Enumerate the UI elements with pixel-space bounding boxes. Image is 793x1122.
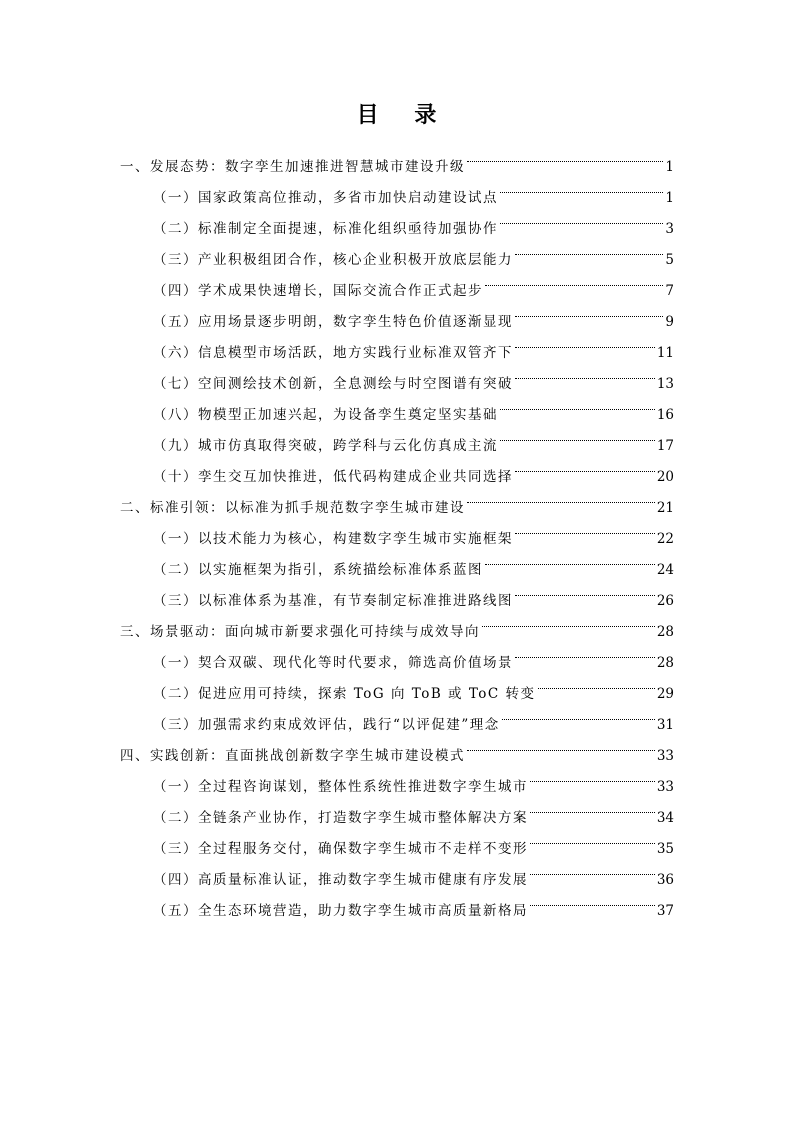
toc-page-number: 1 xyxy=(665,190,674,206)
toc-dot-leader xyxy=(500,388,655,419)
toc-entry-text: （六）信息模型市场活跃，地方实践行业标准双管齐下 xyxy=(153,345,513,361)
toc-page-number: 34 xyxy=(656,810,674,826)
toc-entry-text: （二）标准制定全面提速，标准化组织亟待加强协作 xyxy=(153,221,498,237)
toc-chapter-entry[interactable] xyxy=(120,140,674,175)
toc-dot-leader xyxy=(500,171,663,202)
toc-page-number: 35 xyxy=(656,841,674,857)
toc-dot-leader xyxy=(530,760,655,791)
toc-entry-text: （三）产业积极组团合作，核心企业积极开放底层能力 xyxy=(153,252,513,268)
toc-dot-leader xyxy=(485,543,655,574)
toc-entry-text: （五）应用场景逐步明朗，数字孪生特色价值逐渐显现 xyxy=(153,314,513,330)
toc-dot-leader xyxy=(515,512,655,543)
toc-dot-leader xyxy=(485,264,663,295)
toc-entry-text: （八）物模型正加速兴起，为设备孪生奠定坚实基础 xyxy=(153,407,498,423)
toc-dot-leader xyxy=(515,636,655,667)
toc-dot-leader xyxy=(482,605,655,636)
toc-page-number: 1 xyxy=(665,159,674,175)
toc-entry-text: 一、发展态势：数字孪生加速推进智慧城市建设升级 xyxy=(120,159,465,175)
toc-dot-leader xyxy=(500,202,663,233)
toc-dot-leader xyxy=(515,326,655,357)
toc-dot-leader xyxy=(500,419,655,450)
toc-page-number: 26 xyxy=(656,593,674,609)
toc-entry-text: （三）以标准体系为基准，有节奏制定标准推进路线图 xyxy=(153,593,513,609)
toc-dot-leader xyxy=(467,481,655,512)
toc-page-number: 5 xyxy=(665,252,674,268)
toc-page-number: 9 xyxy=(665,314,674,330)
toc-entry-text: （二）促进应用可持续，探索 ToG 向 ToB 或 ToC 转变 xyxy=(153,686,536,702)
toc-page-number: 36 xyxy=(656,872,674,888)
toc-entry-text: （二）全链条产业协作，打造数字孪生城市整体解决方案 xyxy=(153,810,528,826)
toc-page-number: 24 xyxy=(656,562,674,578)
toc-page-number: 22 xyxy=(656,531,674,547)
toc-dot-leader xyxy=(530,822,655,853)
toc-entry-text: （一）全过程咨询谋划，整体性系统性推进数字孪生城市 xyxy=(153,779,528,795)
toc-entry-text: （四）学术成果快速增长，国际交流合作正式起步 xyxy=(153,283,483,299)
toc-title: 目 录 xyxy=(356,103,451,128)
toc-entry-text: （一）国家政策高位推动，多省市加快启动建设试点 xyxy=(153,190,498,206)
toc-entry-text: （一）以技术能力为核心，构建数字孪生城市实施框架 xyxy=(153,531,513,547)
toc-dot-leader xyxy=(530,884,655,915)
toc-page-number: 17 xyxy=(656,438,674,454)
toc-dot-leader xyxy=(538,667,655,698)
toc-dot-leader xyxy=(467,729,655,760)
toc-entry-text: （四）高质量标准认证，推动数字孪生城市健康有序发展 xyxy=(153,872,528,888)
toc-entry-text: 二、标准引领：以标准为抓手规范数字孪生城市建设 xyxy=(120,500,465,516)
toc-page-number: 29 xyxy=(656,686,674,702)
toc-dot-leader xyxy=(515,574,655,605)
toc-dot-leader xyxy=(530,853,655,884)
toc-dot-leader xyxy=(467,140,663,171)
toc-dot-leader xyxy=(530,791,655,822)
toc-entry-text: （三）加强需求约束成效评估，践行“以评促建”理念 xyxy=(153,717,500,733)
toc-entry-text: （二）以实施框架为指引，系统描绘标准体系蓝图 xyxy=(153,562,483,578)
toc-page-number: 7 xyxy=(665,283,674,299)
toc-entry-text: （五）全生态环境营造，助力数字孪生城市高质量新格局 xyxy=(153,903,528,919)
toc-dot-leader xyxy=(515,357,655,388)
toc-entry-text: （七）空间测绘技术创新，全息测绘与时空图谱有突破 xyxy=(153,376,513,392)
toc-page-number: 20 xyxy=(656,469,674,485)
toc-entry-text: （一）契合双碳、现代化等时代要求，筛选高价值场景 xyxy=(153,655,513,671)
toc-page-number: 28 xyxy=(656,655,674,671)
toc-page-number: 21 xyxy=(656,500,674,516)
toc-page-number: 16 xyxy=(656,407,674,423)
toc-page-number: 3 xyxy=(665,221,674,237)
toc-page-number: 13 xyxy=(656,376,674,392)
toc-page-number: 33 xyxy=(656,748,674,764)
toc-page-number: 31 xyxy=(656,717,674,733)
toc-dot-leader xyxy=(502,698,655,729)
toc-page-number: 11 xyxy=(656,345,674,361)
toc-entry-text: （九）城市仿真取得突破，跨学科与云化仿真成主流 xyxy=(153,438,498,454)
toc-page-number: 28 xyxy=(656,624,674,640)
toc-entry-text: （三）全过程服务交付，确保数字孪生城市不走样不变形 xyxy=(153,841,528,857)
toc-dot-leader xyxy=(515,295,663,326)
toc-page-number: 33 xyxy=(656,779,674,795)
table-of-contents xyxy=(120,140,674,919)
toc-dot-leader xyxy=(515,450,655,481)
toc-dot-leader xyxy=(515,233,663,264)
toc-entry-text: 四、实践创新：直面挑战创新数字孪生城市建设模式 xyxy=(120,748,465,764)
toc-entry-text: （十）孪生交互加快推进，低代码构建成企业共同选择 xyxy=(153,469,513,485)
toc-entry-text: 三、场景驱动：面向城市新要求强化可持续与成效导向 xyxy=(120,624,480,640)
toc-page-number: 37 xyxy=(656,903,674,919)
